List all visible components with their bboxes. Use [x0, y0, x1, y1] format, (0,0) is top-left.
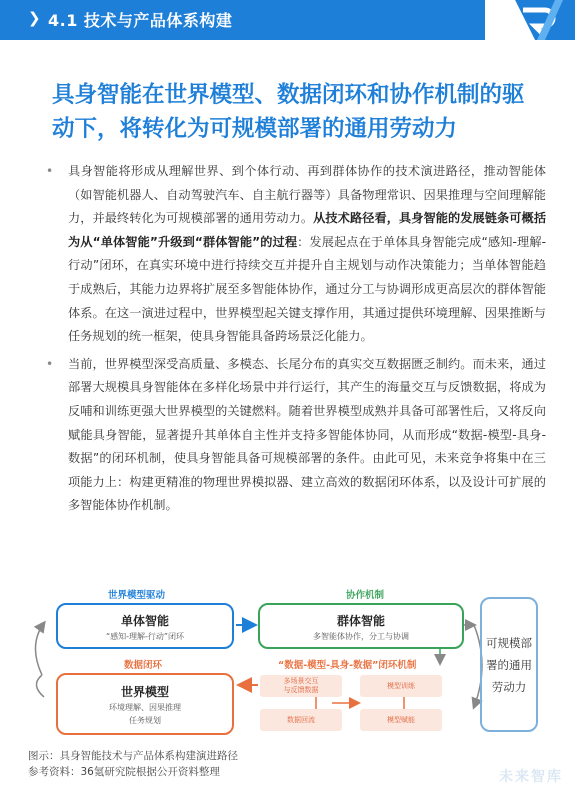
world-model-box — [56, 673, 234, 735]
section-title: 4.1 技术与产品体系构建 — [48, 11, 233, 30]
bullet-item — [46, 353, 546, 518]
bullet-text: 具身智能将形成从理解世界、到个体行动、再到群体协作的技术演进路径，推动智能体（如智能机器人、自动驾驶汽车、自主航行器等）具备物理常识、因果推理与空间理解能力，并最终转化为可规模部署的通用劳动力。 — [68, 164, 546, 226]
bullet-list — [46, 160, 546, 518]
caption-figure: 图示：具身智能技术与产品体系构建演进路径 — [28, 750, 238, 762]
bullet-dot: • — [46, 356, 54, 371]
section-header-bar — [0, 0, 575, 40]
label-collaboration: 协作机制 — [346, 590, 385, 601]
world-model-title: 世界模型 — [120, 685, 169, 699]
evolution-diagram — [28, 585, 548, 741]
label-world-model-driven: 世界模型驱动 — [108, 590, 166, 601]
single-intelligence-title: 单体智能 — [120, 614, 169, 628]
mini-box-model-enable: 模型赋能 — [360, 709, 442, 731]
bullet-text: ：发展起点在于单体具身智能完成“感知-理解-行动”闭环，在真实环境中进行持续交互并提升自主规划与动作决策能力；当单体智能趋于成熟后，其能力边界将扩展至多智能体协作，通过分工与协调形成更高层次的群体智能体系。在这一演进过程中，世界模型起关键支撑作用，其通过提供环境理解、因果推断与任务规划的统一框架，使具身智能具备跨场景泛化能力。 — [68, 234, 547, 344]
general-labor-box: 可规模部署的通用劳动力 — [480, 597, 538, 732]
watermark: 未来智库 — [499, 769, 563, 785]
mini-box-data-return: 数据回流 — [260, 709, 342, 731]
bullet-dot: • — [46, 164, 54, 178]
world-model-sub1: 环境理解、因果推理 — [109, 703, 181, 712]
group-intelligence-sub: 多智能体协作，分工与协调 — [313, 632, 409, 641]
group-intelligence-box — [258, 603, 464, 649]
figure-caption — [28, 748, 238, 780]
bullet-text: 当前，世界模型深受高质量、多模态、长尾分布的真实交互数据匮乏制约。而未来，通过部署大规模具身智能体在多样化场景中并行运行，其产生的海量交互与反馈数据，将成为反哺和训练更强大世界模型的关键燃料。随着世界模型成熟并具备可部署性后，又将反向赋能具身智能，显著提升其单体自主性并支持多智能体协同，从而形成“数据-模型-具身-数据”的闭环机制，使具身智能具备可规模部署的条件。由此可见，未来竞争将集中在三项能力上：构建更精准的物理世界模拟器、建立高效的数据闭环体系，以及设计可扩展的多智能体协作机制。 — [68, 356, 546, 513]
single-intelligence-sub: “感知-理解-行动”闭环 — [105, 632, 185, 641]
group-intelligence-title: 群体智能 — [336, 614, 385, 628]
chevron-right-icon: ❯ — [28, 9, 41, 27]
caption-source: 参考资料：36氪研究院根据公开资料整理 — [28, 766, 220, 778]
brand-logo-icon — [485, 0, 575, 40]
mini-box-interaction-data: 多场景交互 与反馈数据 — [260, 675, 342, 697]
page-headline: 具身智能在世界模型、数据闭环和协作机制的驱动下，将转化为可规模部署的通用劳动力 — [52, 82, 525, 142]
bullet-bold-text: 从技术路径看，具身智能的发展链条可概括为从“单体智能”升级到“群体智能”的过程 — [68, 211, 547, 249]
label-data-loop: 数据闭环 — [124, 660, 163, 671]
mini-box-model-training: 模型训练 — [360, 675, 442, 697]
world-model-sub2: 任务规划 — [129, 716, 161, 725]
single-intelligence-box — [56, 603, 234, 649]
label-loop-mechanism: “数据-模型-具身-数据”闭环机制 — [278, 660, 417, 671]
bullet-item — [46, 160, 546, 349]
